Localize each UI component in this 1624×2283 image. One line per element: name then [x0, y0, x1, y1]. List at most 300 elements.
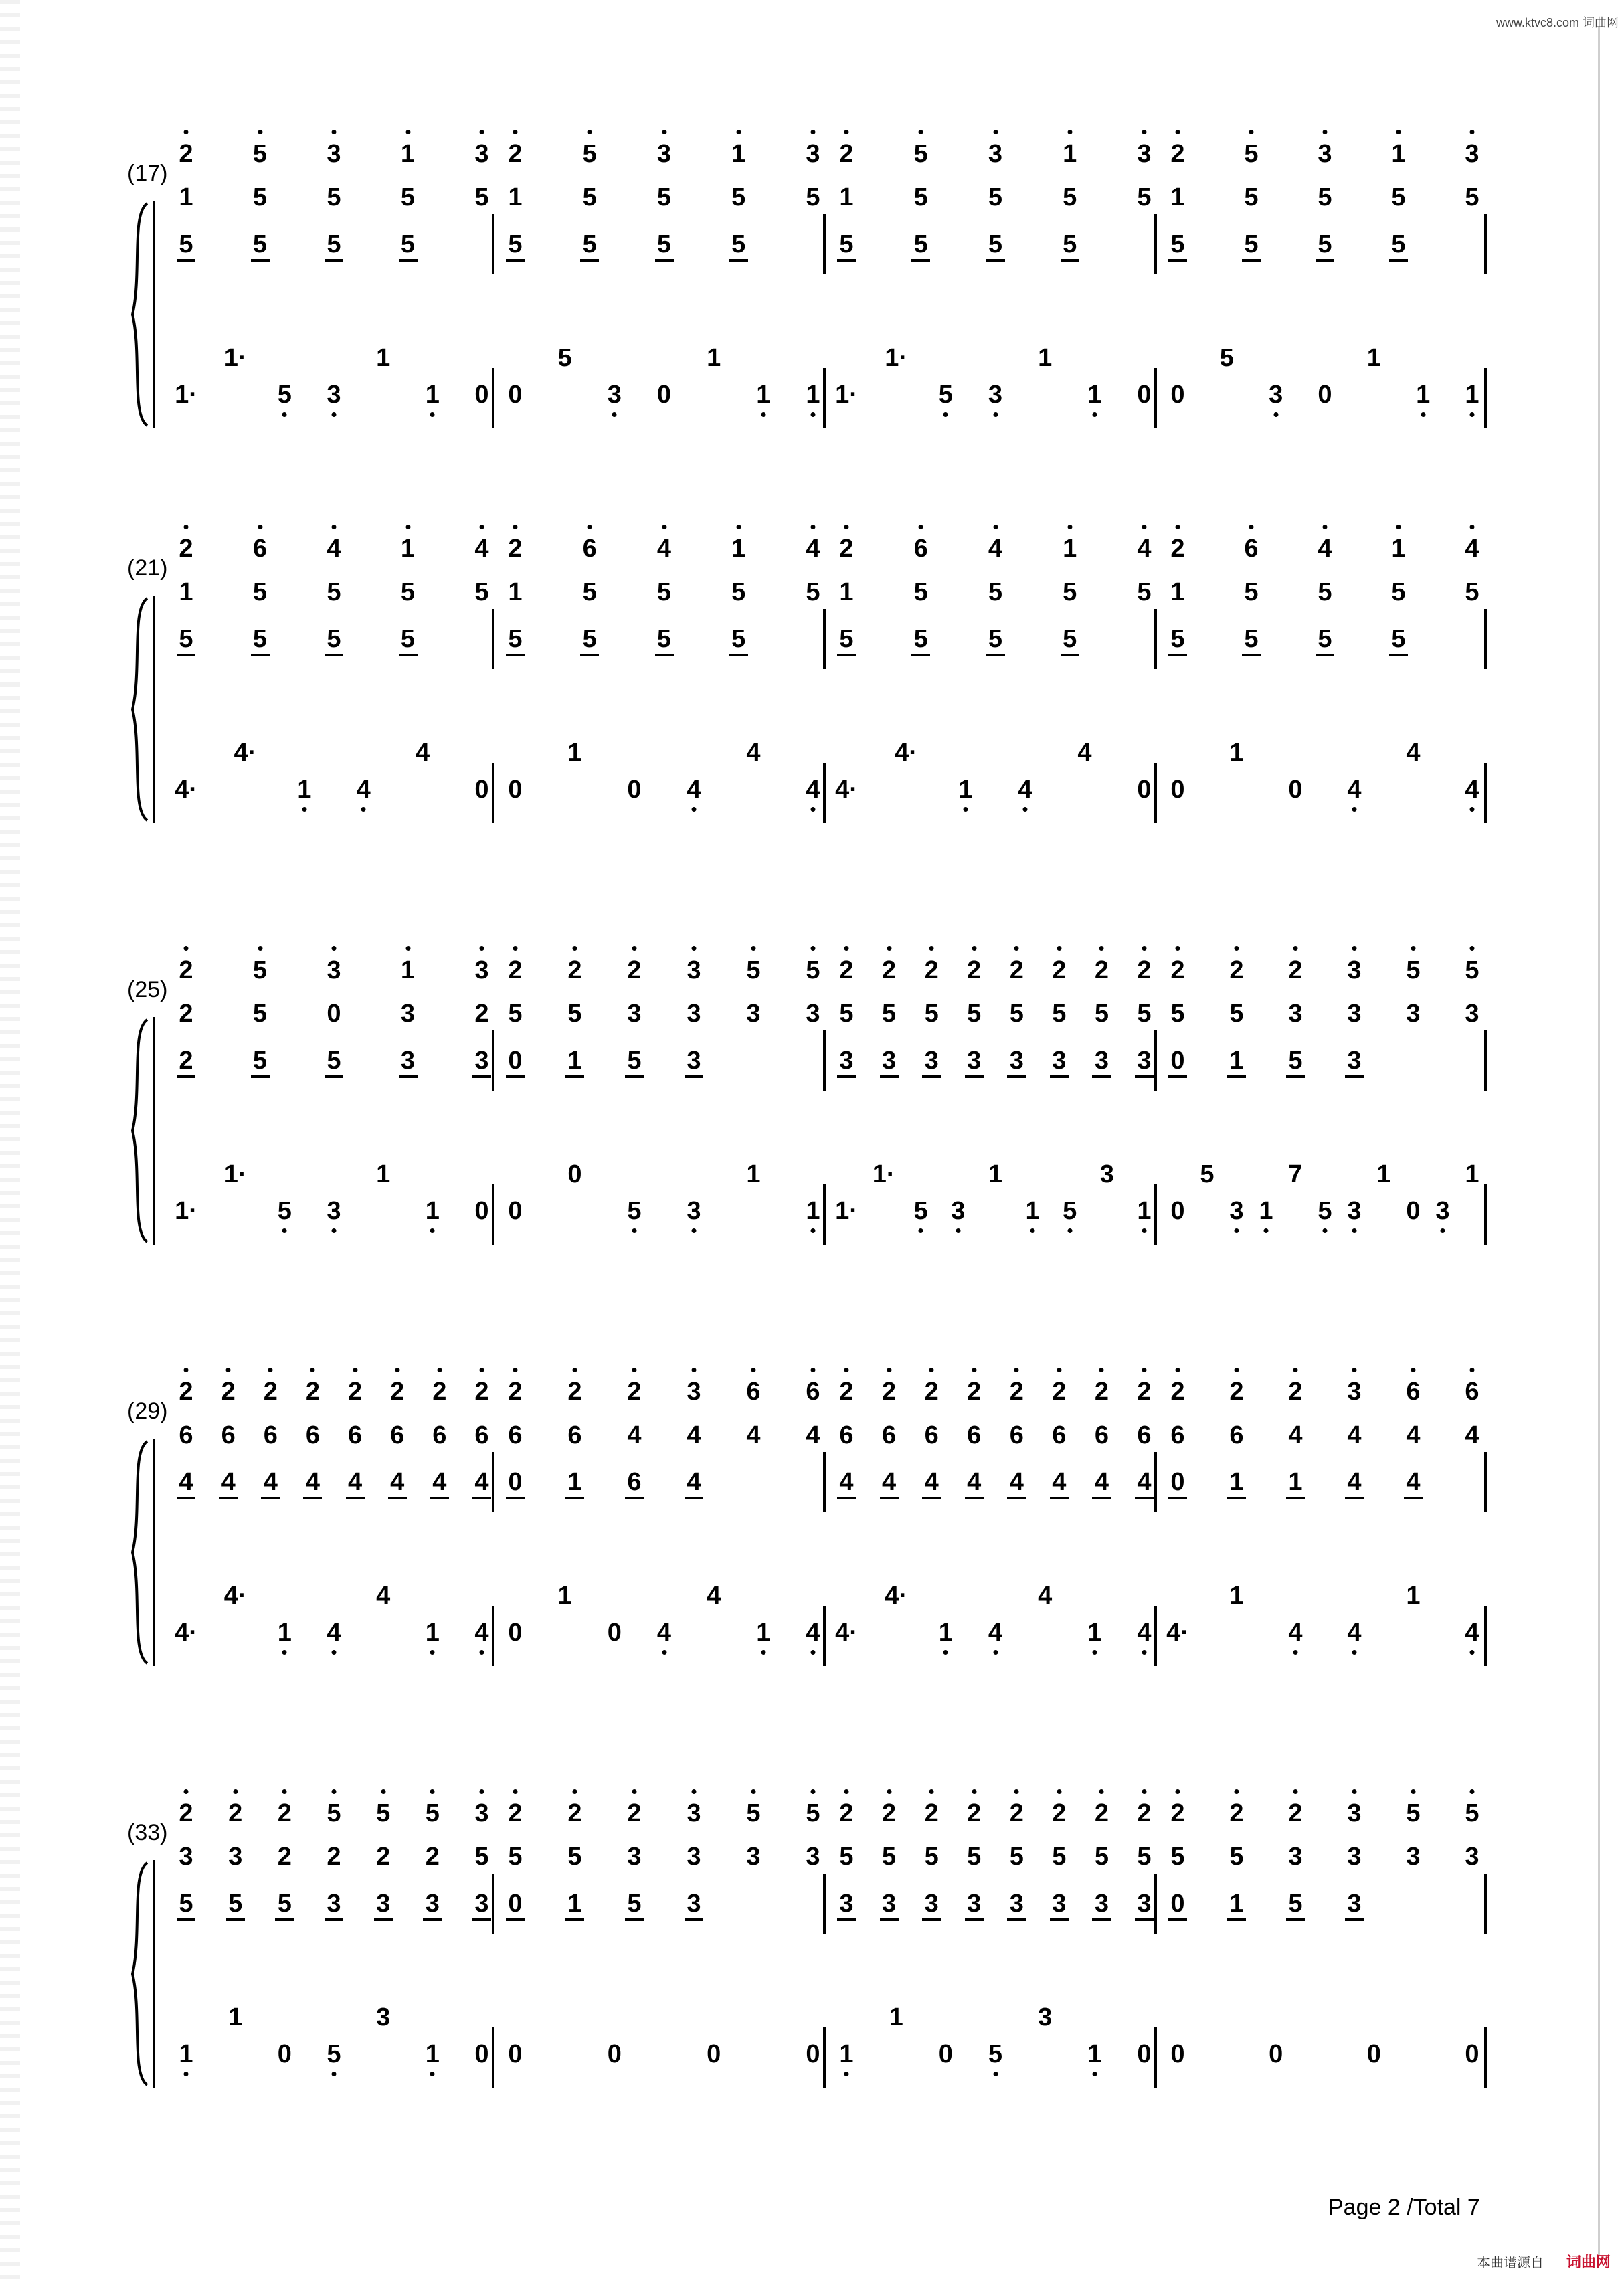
upper-note: 3 [474, 956, 489, 984]
upper-note: 5 [839, 1843, 854, 1871]
upper-note: 6 [432, 1421, 447, 1449]
beam-underline [177, 259, 195, 262]
lower-note: 1 [1087, 2040, 1102, 2068]
lower-note: 4 [474, 1619, 489, 1647]
beam-underline [1168, 1075, 1187, 1078]
upper-note: 2 [839, 956, 854, 984]
lower-note: 5 [988, 2040, 1003, 2068]
octave-dot [811, 1368, 816, 1372]
octave-dot [1067, 130, 1072, 134]
lower-note: 1 [1137, 1197, 1152, 1225]
octave-dot [1099, 946, 1104, 951]
beam-underline [1168, 654, 1187, 656]
octave-dot-below [761, 412, 765, 417]
beam-underline [506, 1497, 525, 1499]
beam-underline [685, 1918, 703, 1921]
upper-note: 5 [582, 140, 597, 168]
beam-underline [430, 1497, 449, 1499]
lower-note: 1· [872, 1160, 895, 1188]
octave-dot [480, 525, 484, 529]
upper-note: 3 [474, 1890, 489, 1918]
upper-note: 5 [1170, 625, 1185, 653]
octave-dot-below [692, 807, 697, 812]
lower-note: 1· [835, 1197, 858, 1225]
octave-dot [993, 525, 998, 529]
upper-note: 5 [327, 183, 341, 211]
upper-note: 2 [1229, 956, 1244, 984]
upper-note: 3 [1288, 1000, 1303, 1028]
octave-dot [1235, 1368, 1239, 1372]
octave-dot [1099, 1789, 1104, 1794]
upper-note: 2 [390, 1378, 405, 1406]
upper-note: 6 [567, 1421, 582, 1449]
upper-note: 2 [627, 1799, 642, 1827]
upper-note: 4 [263, 1468, 278, 1496]
octave-dot [332, 1789, 337, 1794]
beam-underline [325, 654, 343, 656]
lower-note: 1 [425, 381, 440, 409]
lower-note: 0 [508, 2040, 523, 2068]
lower-note: 0 [1137, 775, 1152, 804]
upper-note: 3 [327, 1890, 341, 1918]
upper-note: 3 [687, 956, 701, 984]
upper-note: 5 [839, 230, 854, 258]
upper-note: 2 [263, 1378, 278, 1406]
octave-dot [1470, 525, 1475, 529]
beam-underline [275, 1918, 294, 1921]
upper-note: 2 [425, 1843, 440, 1871]
upper-note: 4 [687, 1468, 701, 1496]
upper-note: 2 [1052, 1378, 1067, 1406]
upper-note: 5 [252, 230, 268, 258]
upper-note: 5 [1229, 1000, 1244, 1028]
octave-dot [887, 1789, 891, 1794]
score-system [0, 114, 1624, 488]
lower-note: 0 [1269, 2040, 1283, 2068]
lower-note: 4 [806, 1619, 820, 1647]
upper-note: 3 [881, 1890, 897, 1918]
beam-underline [399, 654, 418, 656]
octave-dot [662, 130, 666, 134]
upper-note: 0 [1170, 1468, 1185, 1496]
upper-note: 1 [508, 578, 523, 606]
barline [153, 1017, 155, 1245]
lower-note: 4 [1137, 1619, 1152, 1647]
octave-dot [513, 1789, 518, 1794]
octave-dot [513, 1368, 518, 1372]
octave-dot [258, 946, 262, 951]
upper-note: 3 [839, 1046, 854, 1075]
upper-note: 5 [252, 1000, 268, 1028]
beam-underline [325, 259, 343, 262]
barline [823, 214, 826, 274]
octave-dot [588, 525, 592, 529]
beam-underline [965, 1075, 984, 1078]
lower-note: 0 [627, 775, 642, 804]
upper-note: 5 [474, 1843, 489, 1871]
upper-note: 3 [924, 1046, 939, 1075]
upper-note: 5 [656, 183, 672, 211]
upper-note: 5 [1170, 1843, 1185, 1871]
lower-note: 4 [1406, 739, 1421, 767]
octave-dot-below [1067, 1228, 1072, 1233]
barline [823, 609, 826, 669]
octave-dot-below [1470, 807, 1475, 812]
beam-underline [1227, 1497, 1246, 1499]
barline [1484, 1874, 1487, 1934]
octave-dot [332, 130, 337, 134]
grand-staff-brace [127, 1017, 154, 1245]
octave-dot-below [480, 1650, 484, 1655]
upper-note: 4 [746, 1421, 761, 1449]
upper-note: 5 [1137, 1843, 1152, 1871]
upper-note: 3 [1406, 1843, 1421, 1871]
measure-number: (33) [127, 1820, 168, 1845]
upper-note: 6 [627, 1468, 642, 1496]
upper-note: 4 [967, 1468, 982, 1496]
octave-dot [662, 525, 666, 529]
lower-note: 1 [746, 1160, 761, 1188]
octave-dot [405, 946, 410, 951]
upper-note: 5 [1465, 1799, 1479, 1827]
octave-dot [1142, 525, 1147, 529]
beam-underline [565, 1497, 584, 1499]
lower-note: 0 [1366, 2040, 1381, 2068]
octave-dot [1142, 1368, 1147, 1372]
beam-underline [1316, 259, 1334, 262]
upper-note: 5 [881, 1000, 897, 1028]
octave-dot-below [1023, 807, 1028, 812]
octave-dot [1411, 1789, 1416, 1794]
octave-dot-below [993, 1650, 998, 1655]
lower-note: 0 [277, 2040, 292, 2068]
octave-dot [1057, 1368, 1061, 1372]
upper-note: 4 [474, 535, 489, 563]
upper-note: 5 [1009, 1843, 1024, 1871]
octave-dot [480, 130, 484, 134]
beam-underline [251, 654, 270, 656]
lower-note: 1 [1416, 381, 1431, 409]
lower-note: 5 [277, 381, 292, 409]
octave-dot-below [1323, 1228, 1328, 1233]
upper-note: 2 [508, 140, 523, 168]
upper-note: 5 [627, 1890, 642, 1918]
lower-note: 3 [1269, 381, 1283, 409]
upper-note: 3 [806, 140, 820, 168]
lower-note: 1 [1087, 381, 1102, 409]
upper-note: 5 [327, 230, 341, 258]
upper-note: 3 [839, 1890, 854, 1918]
lower-note: 3 [1038, 2003, 1053, 2031]
upper-note: 5 [327, 1799, 341, 1827]
upper-note: 5 [731, 578, 746, 606]
octave-dot-below [1092, 1650, 1097, 1655]
beam-underline [177, 654, 195, 656]
upper-note: 5 [1244, 140, 1259, 168]
measure-number: (25) [127, 977, 168, 1002]
beam-underline [506, 1918, 525, 1921]
upper-note: 4 [1406, 1421, 1421, 1449]
lower-note: 5 [938, 381, 953, 409]
octave-dot-below [662, 1650, 666, 1655]
upper-note: 4 [327, 535, 341, 563]
upper-note: 0 [1170, 1890, 1185, 1918]
upper-note: 6 [305, 1421, 320, 1449]
octave-dot [692, 946, 697, 951]
upper-note: 2 [967, 1799, 982, 1827]
upper-note: 2 [1137, 1378, 1152, 1406]
upper-note: 2 [1137, 956, 1152, 984]
octave-dot [573, 1368, 577, 1372]
upper-note: 5 [1052, 1000, 1067, 1028]
beam-underline [261, 1497, 280, 1499]
octave-dot-below [332, 1650, 337, 1655]
beam-underline [506, 654, 525, 656]
beam-underline [1092, 1918, 1111, 1921]
upper-note: 2 [474, 1378, 489, 1406]
beam-underline [1345, 1497, 1364, 1499]
upper-note: 1 [567, 1468, 582, 1496]
lower-note: 5 [1318, 1197, 1332, 1225]
lower-note: 3 [988, 381, 1003, 409]
octave-dot [1176, 525, 1180, 529]
lower-note: 4 [1465, 775, 1479, 804]
lower-note: 4 [416, 739, 430, 767]
lower-note: 4· [885, 1582, 908, 1610]
octave-dot [811, 130, 816, 134]
lower-note: 1· [835, 381, 858, 409]
lower-note: 0 [1170, 2040, 1185, 2068]
beam-underline [472, 1497, 491, 1499]
octave-dot-below [302, 807, 306, 812]
upper-note: 5 [746, 1799, 761, 1827]
grand-staff-brace [127, 1439, 154, 1666]
upper-note: 5 [252, 1046, 268, 1075]
upper-note: 2 [179, 956, 193, 984]
lower-note: 4· [1166, 1619, 1189, 1647]
upper-note: 6 [1406, 1378, 1421, 1406]
upper-note: 4 [988, 535, 1003, 563]
lower-note: 3 [607, 381, 622, 409]
beam-underline [1092, 1497, 1111, 1499]
lower-note: 0 [1170, 775, 1185, 804]
upper-note: 4 [656, 535, 672, 563]
upper-note: 5 [1052, 1843, 1067, 1871]
beam-underline [1061, 259, 1079, 262]
beam-underline [685, 1497, 703, 1499]
lower-note: 3 [1435, 1197, 1450, 1225]
lower-note: 0 [1288, 775, 1303, 804]
lower-note: 1 [376, 1160, 391, 1188]
upper-note: 5 [1465, 183, 1479, 211]
octave-dot [573, 1789, 577, 1794]
beam-underline [1168, 1918, 1187, 1921]
beam-underline [837, 259, 856, 262]
upper-note: 5 [400, 230, 416, 258]
upper-note: 5 [252, 140, 268, 168]
upper-note: 5 [567, 1843, 582, 1871]
upper-note: 0 [508, 1046, 523, 1075]
upper-note: 3 [1347, 1046, 1362, 1075]
octave-dot [588, 130, 592, 134]
upper-note: 5 [1391, 625, 1406, 653]
upper-note: 4 [627, 1421, 642, 1449]
score-system [0, 509, 1624, 883]
upper-note: 3 [474, 1799, 489, 1827]
lower-note: 4 [988, 1619, 1003, 1647]
upper-note: 5 [228, 1890, 243, 1918]
octave-dot [751, 1789, 756, 1794]
lower-note: 3 [687, 1197, 701, 1225]
octave-dot [332, 946, 337, 951]
barline [823, 1452, 826, 1512]
lower-note: 1 [425, 1619, 440, 1647]
octave-dot [184, 1368, 189, 1372]
octave-dot-below [1142, 1228, 1147, 1233]
upper-note: 2 [1288, 1799, 1303, 1827]
beam-underline [251, 259, 270, 262]
octave-dot [632, 946, 637, 951]
lower-note: 5 [1063, 1197, 1077, 1225]
lower-note: 0 [474, 1197, 489, 1225]
octave-dot [1470, 130, 1475, 134]
octave-dot [1176, 1789, 1180, 1794]
beam-underline [625, 1497, 644, 1499]
octave-dot [1142, 130, 1147, 134]
lower-note: 3 [327, 381, 341, 409]
lower-note: 0 [1318, 381, 1332, 409]
octave-dot-below [1273, 412, 1278, 417]
upper-note: 2 [924, 1799, 939, 1827]
upper-note: 3 [1288, 1843, 1303, 1871]
upper-note: 4 [687, 1421, 701, 1449]
lower-note: 1 [889, 2003, 903, 2031]
upper-note: 6 [924, 1421, 939, 1449]
octave-dot [632, 1368, 637, 1372]
octave-dot [282, 1789, 287, 1794]
upper-note: 4 [347, 1468, 363, 1496]
lower-note: 1 [1025, 1197, 1040, 1225]
barline [153, 201, 155, 428]
upper-note: 6 [221, 1421, 236, 1449]
lower-note: 1 [839, 2040, 854, 2068]
octave-dot [405, 525, 410, 529]
upper-note: 1 [508, 183, 523, 211]
upper-note: 5 [1318, 578, 1332, 606]
upper-note: 2 [1094, 1799, 1109, 1827]
upper-note: 2 [967, 956, 982, 984]
lower-note: 1 [988, 1160, 1003, 1188]
octave-dot [1293, 946, 1298, 951]
upper-note: 3 [1465, 1843, 1479, 1871]
upper-note: 5 [1094, 1843, 1109, 1871]
upper-note: 4 [1347, 1468, 1362, 1496]
octave-dot-below [993, 2072, 998, 2076]
measure-number: (21) [127, 555, 168, 581]
lower-note: 4· [895, 739, 917, 767]
lower-note: 4· [223, 1582, 247, 1610]
upper-note: 5 [1244, 230, 1259, 258]
upper-note: 5 [731, 625, 746, 653]
beam-underline [965, 1497, 984, 1499]
upper-note: 2 [924, 1378, 939, 1406]
upper-note: 2 [277, 1843, 292, 1871]
upper-note: 5 [924, 1843, 939, 1871]
octave-dot [692, 1789, 697, 1794]
octave-dot [1323, 130, 1328, 134]
upper-note: 1 [1170, 183, 1185, 211]
upper-note: 5 [1063, 625, 1077, 653]
upper-note: 4 [1465, 1421, 1479, 1449]
beam-underline [965, 1918, 984, 1921]
octave-dot-below [943, 1650, 948, 1655]
upper-note: 2 [1170, 140, 1185, 168]
lower-note: 5 [1219, 344, 1234, 372]
octave-dot [268, 1368, 273, 1372]
upper-note: 5 [967, 1000, 982, 1028]
upper-note: 6 [1137, 1421, 1152, 1449]
upper-note: 3 [1052, 1046, 1067, 1075]
lower-note: 3 [1099, 1160, 1114, 1188]
upper-note: 4 [1052, 1468, 1067, 1496]
lower-note: 1 [1406, 1582, 1421, 1610]
upper-note: 2 [179, 1799, 193, 1827]
lower-note: 7 [1288, 1160, 1303, 1188]
octave-dot-below [1441, 1228, 1445, 1233]
lower-note: 0 [1465, 2040, 1479, 2068]
octave-dot [480, 946, 484, 951]
upper-note: 6 [474, 1421, 489, 1449]
octave-dot-below [811, 1228, 816, 1233]
octave-dot-below [184, 2072, 189, 2076]
upper-note: 6 [1052, 1421, 1067, 1449]
lower-note: 3 [951, 1197, 966, 1225]
beam-underline [685, 1075, 703, 1078]
grand-staff-brace [127, 1860, 154, 2088]
octave-dot [1470, 946, 1475, 951]
lower-note: 5 [913, 1197, 928, 1225]
octave-dot-below [361, 807, 366, 812]
lower-note: 1 [1465, 1160, 1479, 1188]
upper-note: 2 [1009, 1799, 1024, 1827]
upper-note: 5 [1063, 183, 1077, 211]
beam-underline [1050, 1918, 1069, 1921]
lower-note: 4 [806, 775, 820, 804]
upper-note: 5 [508, 1843, 523, 1871]
lower-note: 0 [508, 381, 523, 409]
beam-underline [472, 1075, 491, 1078]
beam-underline [625, 1075, 644, 1078]
barline [153, 1439, 155, 1666]
upper-note: 5 [1318, 625, 1332, 653]
upper-note: 2 [327, 1843, 341, 1871]
upper-note: 6 [390, 1421, 405, 1449]
upper-note: 5 [806, 956, 820, 984]
upper-note: 3 [746, 1000, 761, 1028]
lower-note: 1 [1229, 739, 1244, 767]
octave-dot [480, 1368, 484, 1372]
upper-note: 4 [1465, 535, 1479, 563]
lower-note: 4 [1347, 775, 1362, 804]
lower-note: 1 [557, 1582, 572, 1610]
upper-note: 3 [627, 1843, 642, 1871]
lower-note: 5 [277, 1197, 292, 1225]
upper-note: 5 [806, 578, 820, 606]
upper-note: 6 [179, 1421, 193, 1449]
upper-note: 5 [327, 578, 341, 606]
lower-note: 1 [1038, 344, 1053, 372]
upper-note: 6 [806, 1378, 820, 1406]
